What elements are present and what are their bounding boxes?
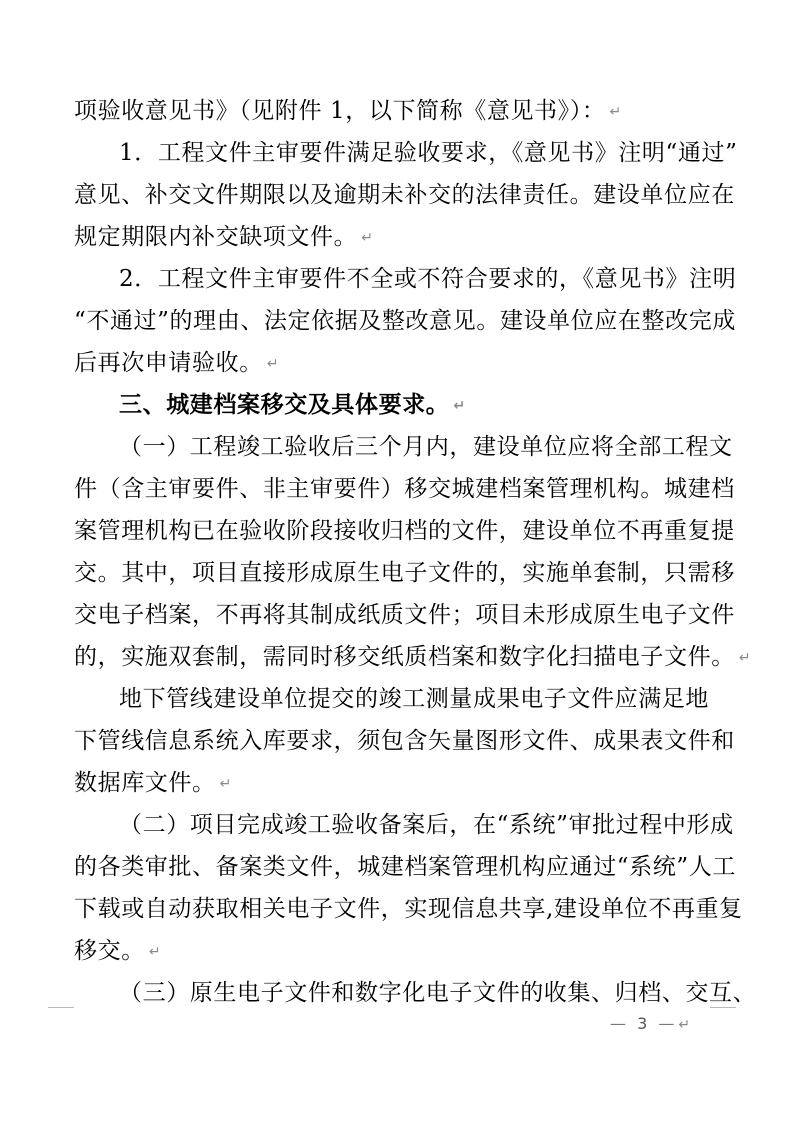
line-text: 的各类审批、备案类文件，城建档案管理机构应通过“系统”人工 <box>74 854 736 880</box>
text-line <box>119 808 734 842</box>
page-footer <box>610 1012 710 1036</box>
footer-dash-left: — <box>610 1014 626 1033</box>
margin-crop-mark-left <box>48 1007 74 1008</box>
text-line <box>119 682 714 716</box>
line-text: 下管线信息系统入库要求，须包含矢量图形文件、成果表文件和 <box>74 728 735 754</box>
paragraph-mark: ↵ <box>738 650 752 666</box>
line-text: 的，实施双套制，需同时移交纸质档案和数字化扫描电子文件。 <box>74 644 735 670</box>
line-text: （三）原生电子文件和数字化电子文件的收集、归档、交互、 <box>119 980 757 1006</box>
paragraph-mark: ↵ <box>609 104 622 120</box>
text-line <box>74 220 714 254</box>
paragraph-mark: ↵ <box>453 397 466 414</box>
line-text: 地下管线建设单位提交的竣工测量成果电子文件应满足地 <box>119 686 709 712</box>
margin-crop-mark-right <box>710 1007 736 1008</box>
text-line <box>74 94 714 128</box>
line-text: 后再次申请验收。 <box>74 350 263 376</box>
text-line <box>74 472 735 506</box>
section-heading <box>119 388 714 422</box>
line-text: 2．工程文件主审要件不全或不符合要求的，《意见书》注明 <box>119 266 737 292</box>
line-text: （二）项目完成竣工验收备案后，在“系统”审批过程中形成 <box>119 812 734 838</box>
text-line <box>74 934 714 968</box>
text-line <box>74 178 735 212</box>
text-line <box>74 598 735 632</box>
text-line <box>74 346 714 380</box>
paragraph-mark: ↵ <box>219 776 232 792</box>
paragraph-mark: ↵ <box>361 230 374 246</box>
line-text: 下载或自动获取相关电子文件，实现信息共享,建设单位不再重复 <box>74 896 743 922</box>
line-text: 规定期限内补交缺项文件。 <box>74 224 358 250</box>
text-line <box>74 892 743 926</box>
line-text: 交。其中，项目直接形成原生电子文件的，实施单套制，只需移 <box>74 560 735 586</box>
line-text: 三、城建档案移交及具体要求。 <box>119 392 450 418</box>
text-line <box>119 136 738 170</box>
line-text: 移交。 <box>74 938 145 964</box>
footer-dash-right: — <box>658 1014 675 1033</box>
line-text: 交电子档案，不再将其制成纸质文件；项目未形成原生电子文件 <box>74 602 735 628</box>
text-line <box>119 976 757 1010</box>
text-line <box>74 304 736 338</box>
text-line <box>74 724 735 758</box>
line-text: 件（含主审要件、非主审要件）移交城建档案管理机构。城建档 <box>74 476 735 502</box>
paragraph-mark: ↵ <box>678 1016 691 1033</box>
paragraph-mark: ↵ <box>148 944 162 960</box>
text-line <box>119 262 737 296</box>
line-text: 意见、补交文件期限以及逾期未补交的法律责任。建设单位应在 <box>74 182 735 208</box>
text-line <box>74 556 735 590</box>
text-line <box>74 850 736 884</box>
line-text: 数据库文件。 <box>74 770 216 796</box>
text-line <box>74 766 714 800</box>
text-line <box>119 430 733 464</box>
page-number: 3 <box>637 1014 648 1033</box>
text-line <box>74 514 735 548</box>
paragraph-mark: ↵ <box>266 356 280 372</box>
line-text: “不通过”的理由、法定依据及整改意见。建设单位应在整改完成 <box>74 308 736 334</box>
text-line <box>74 640 752 674</box>
line-text: 案管理机构已在验收阶段接收归档的文件，建设单位不再重复提 <box>74 518 735 544</box>
line-text: 1．工程文件主审要件满足验收要求，《意见书》注明“通过” <box>119 140 738 166</box>
line-text: 项验收意见书》（见附件 1，以下简称《意见书》）： <box>74 98 606 124</box>
line-text: （一）工程竣工验收后三个月内，建设单位应将全部工程文 <box>119 434 733 460</box>
